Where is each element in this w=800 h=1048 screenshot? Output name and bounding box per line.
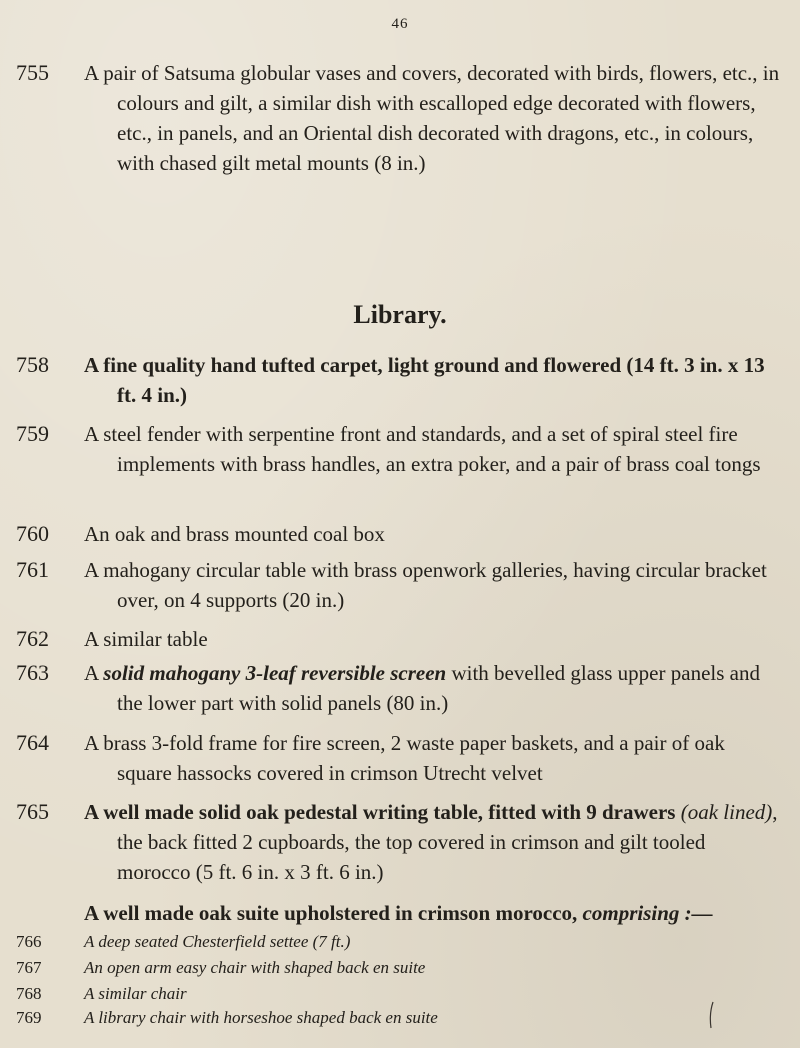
lot-number: 755 [16,60,49,85]
lot-description: A pair of Satsuma globular vases and covers, decorated with birds, flowers, etc., in colours and gilt, a similar dish with escalloped edge decorated with flowers, etc., in panels, and an Oriental dish decorated with dragons, etc., in colours, with chased gilt metal mounts (8 in.) [84,61,780,175]
lot-number: 763 [16,660,49,685]
lot-rest: , the back fitted 2 cupboards, the top covered in crimson and gilt tooled morocco (5 ft. 6 in. x 3 ft. 6 in.) [117,800,778,884]
lot-description [84,658,784,718]
lot-number: 762 [16,626,49,651]
lot-number: 769 [16,1008,42,1027]
lot-description: A similar table [84,627,208,651]
suite-intro-italic: comprising :— [582,901,713,925]
lot-description [84,797,784,887]
lot-number: 764 [16,730,49,755]
lot-number: 758 [16,352,49,377]
lot-description: An open arm easy chair with shaped back en suite [84,958,426,977]
lot-description: A brass 3-fold frame for fire screen, 2 waste paper baskets, and a pair of oak square hassocks covered in crimson Utrecht velvet [84,731,725,785]
lot-highlight: solid mahogany 3-leaf reversible screen [103,661,447,685]
lot-italic: (oak lined) [680,800,773,824]
lot-number: 765 [16,799,49,824]
page-number: 46 [391,16,409,32]
lot-number: 767 [16,958,42,977]
pencil-mark-icon [705,1000,725,1030]
lot-description: An oak and brass mounted coal box [84,522,385,546]
lot-prefix: A [84,661,104,685]
lot-description: A deep seated Chesterfield settee (7 ft.) [84,932,351,951]
lot-description: A similar chair [84,984,187,1003]
lot-number: 761 [16,557,49,582]
lot-number: 759 [16,421,49,446]
lot-description: A mahogany circular table with brass openwork galleries, having circular bracket over, on 4 supports (20 in.) [84,558,767,612]
section-heading: Library. [353,300,447,329]
lot-number: 766 [16,932,42,951]
lot-description: A steel fender with serpentine front and standards, and a set of spiral steel fire implements with brass handles, an extra poker, and a pair of brass coal tongs [84,422,761,476]
lot-prefix: A well made solid oak pedestal writing table, fitted with 9 drawers [84,800,681,824]
lot-description: A library chair with horseshoe shaped back en suite [84,1008,438,1027]
lot-number: 760 [16,521,49,546]
lot-rest: with bevelled glass upper panels and the lower part with solid panels (80 in.) [117,661,760,715]
lot-description: A fine quality hand tufted carpet, light ground and flowered (14 ft. 3 in. x 13 ft. 4 in.) [84,353,765,407]
suite-intro-text: A well made oak suite upholstered in crimson morocco, [84,901,583,925]
lot-number: 768 [16,984,42,1003]
